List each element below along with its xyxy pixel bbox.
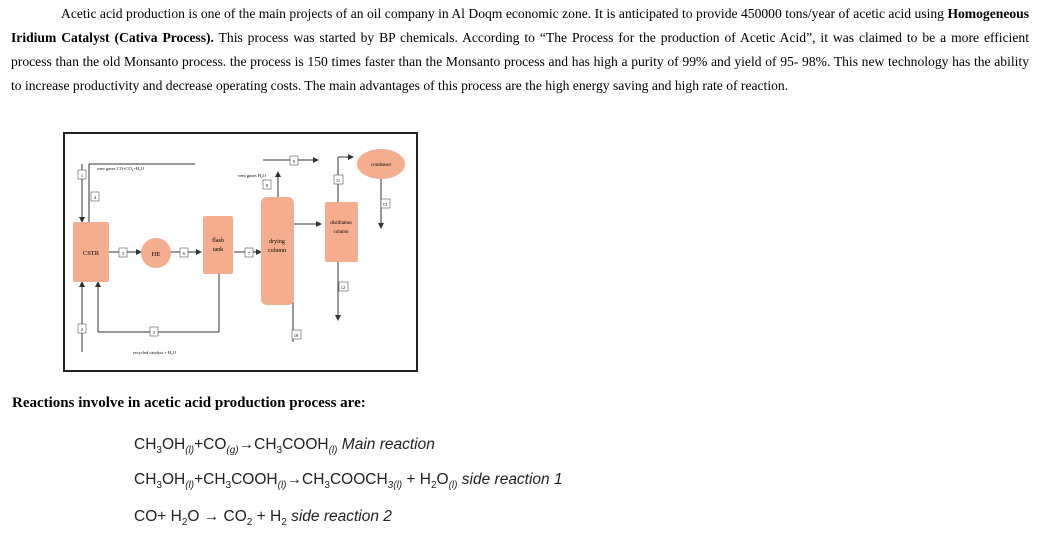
- drying-label-1: drying: [269, 239, 285, 245]
- distillation-label-1: distillation: [330, 221, 352, 226]
- stream-7: 7: [247, 251, 251, 256]
- stream-3: 3: [152, 330, 156, 335]
- main-reaction-label: Main reaction: [337, 436, 435, 453]
- cstr-label: CSTR: [82, 250, 100, 257]
- process-flow-diagram: [63, 132, 418, 372]
- stream-5: 5: [121, 251, 125, 256]
- stream-1: 1: [80, 173, 84, 178]
- stream-10: 10: [293, 333, 299, 338]
- side-reaction-1-label: side reaction 1: [457, 471, 563, 488]
- recycle-label: recycled catalyst + H₂O: [133, 350, 176, 355]
- stream-4: 4: [93, 195, 97, 200]
- paragraph-bold-process: Homogeneous Iridium Catalyst (Cativa Process).: [11, 6, 1029, 45]
- stream-2: 2: [80, 327, 84, 332]
- stream-12: 12: [340, 285, 346, 290]
- paragraph-text-1: Acetic acid production is one of the main projects of an oil company in Al Doqm economic zone. It is anticipated to provide 450000 tons/year of acetic acid using: [61, 6, 948, 21]
- paragraph-text-2: This process was started by BP chemicals. According to “The Process for the production of Acetic Acid”, it was claimed to be a more efficient process than the old Monsanto process. the process is 150 times faster than the Monsanto process and has high a purity of 99% and yield of 95- 98%. This new technology has the ability to increase productivity and decrease operating costs. The main advantages of this process are the high energy saving and high rate of reaction.: [11, 30, 1029, 93]
- stream-8: 8: [265, 183, 269, 188]
- side-reaction-2-equation: $CO+ H_2O \to CO_2 + H_2$ side reaction 2: [134, 508, 392, 529]
- flash-label-2: tank: [212, 247, 224, 253]
- he-label: HE: [151, 251, 161, 258]
- intro-paragraph: [11, 2, 1029, 98]
- main-reaction-equation: $CH_3OH_{(l)}+CO_{(g)}\to CH_3COOH_{(l)}$ Main reaction: [134, 436, 435, 457]
- stream-6: 6: [182, 251, 186, 256]
- stream-13: 13: [382, 202, 388, 207]
- stream-9: 9: [292, 159, 296, 164]
- side-reaction-2-label: side reaction 2: [286, 508, 392, 525]
- stream-11: 11: [335, 178, 341, 183]
- vent-gases-label-2: vent gases H₂O: [238, 173, 266, 178]
- flash-label-1: flash: [212, 238, 224, 244]
- reactions-heading: Reactions involve in acetic acid production process are:: [12, 395, 366, 411]
- condenser-label: condenser: [370, 163, 392, 168]
- drying-label-2: column: [268, 248, 286, 254]
- flash-tank: [203, 216, 233, 274]
- distillation-label-2: column: [333, 230, 349, 235]
- side-reaction-1-equation: $CH_3OH_{(l)}+CH_3COOH_{(l)}\to CH_3COOCH_{3(l)} + H_2O_{(l)}$ side reaction 1: [134, 471, 563, 492]
- vent-gases-label-1: vent gases CO+CO₂+H₂O: [97, 166, 144, 171]
